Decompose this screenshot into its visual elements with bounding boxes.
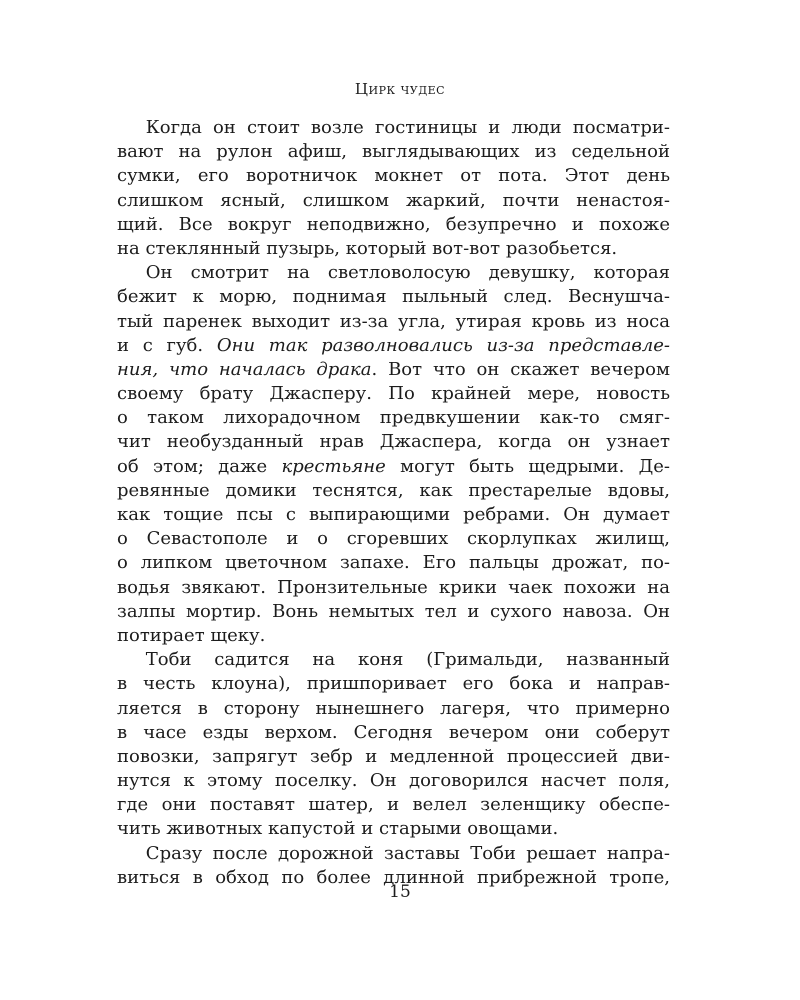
text-line: где они поставят шатер, и велел зеленщику обеспе- [117, 794, 670, 816]
italic-run: Они так разволновались из-за представле- [216, 334, 670, 356]
text-line: как тощие псы с выпирающими ребрами. Он думает [117, 504, 670, 525]
paragraph-2 [117, 261, 670, 648]
text-line: виться в обход по более длинной прибрежной тропе, [117, 866, 670, 888]
text-run: об этом; даже [117, 455, 268, 477]
italic-run: крестьяне [281, 455, 386, 477]
text-line: водья звякают. Пронзительные крики чаек похожи на [117, 576, 670, 598]
paragraph-1 [117, 116, 670, 261]
text-line-mixed [117, 334, 670, 358]
text-line: ревянные домики теснятся, как престарелые вдовы, [117, 479, 670, 501]
text-line: своему брату Джасперу. По крайней мере, новость [117, 383, 670, 405]
text-line: щий. Все вокруг неподвижно, безупречно и похоже [117, 213, 670, 235]
text-line: слишком ясный, слишком жаркий, почти ненастоя- [117, 189, 670, 211]
text-line: о таком лихорадочном предвкушении как-то смяг- [117, 407, 670, 429]
text-run: . Вот что он скажет вечером [371, 358, 670, 380]
text-line-mixed [117, 358, 670, 382]
text-line: сумки, его воротничок мокнет от пота. Этот день [117, 165, 670, 187]
text-line: в часе езды верхом. Сегодня вечером они соберут [117, 721, 670, 743]
text-line: о липком цветочном запахе. Его пальцы дрожат, по- [117, 552, 670, 574]
text-line: о Севастополе и о сгоревших скорлупках жилищ, [117, 528, 670, 550]
text-line: Сразу после дорожной заставы Тоби решает напра- [145, 842, 670, 864]
text-line: Тоби садится на коня (Гримальди, названный [145, 649, 670, 671]
text-line: бежит к морю, поднимая пыльный след. Веснушча- [117, 286, 670, 308]
text-line-mixed [117, 455, 670, 479]
body-text [117, 116, 670, 890]
italic-run: ния, что началась драка [117, 358, 372, 380]
text-line: тый паренек выходит из-за угла, утирая кровь из носа [117, 310, 670, 332]
text-line: чить животных капустой и старыми овощами. [117, 818, 559, 840]
text-line: чит необузданный нрав Джаспера, когда он узнает [117, 431, 670, 453]
text-line: нутся к этому поселку. Он договорился насчет поля, [117, 770, 670, 792]
text-line: ляется в сторону нынешнего лагеря, что примерно [117, 697, 670, 719]
text-line: потирает щеку. [117, 624, 266, 646]
text-line: Он смотрит на светловолосую девушку, которая [145, 262, 670, 284]
text-line: повозки, запрягут зебр и медленной процессией дви- [117, 745, 670, 767]
text-line: залпы мортир. Вонь немытых тел и сухого навоза. Он [117, 600, 670, 622]
text-line: в честь клоуна), пришпоривает его бока и направ- [117, 673, 670, 695]
page-number: 15 [389, 882, 411, 902]
text-run: и с губ. [117, 334, 204, 356]
text-line: на стеклянный пузырь, который вот-вот разобьется. [117, 237, 618, 259]
text-run: могут быть щедрыми. Де- [400, 455, 671, 477]
running-title: Цирк чудес [354, 80, 446, 98]
text-line: Когда он стоит возле гостиницы и люди посматри- [145, 117, 670, 138]
text-line: вают на рулон афиш, выглядывающих из седельной [117, 141, 670, 163]
paragraph-3 [117, 648, 670, 842]
